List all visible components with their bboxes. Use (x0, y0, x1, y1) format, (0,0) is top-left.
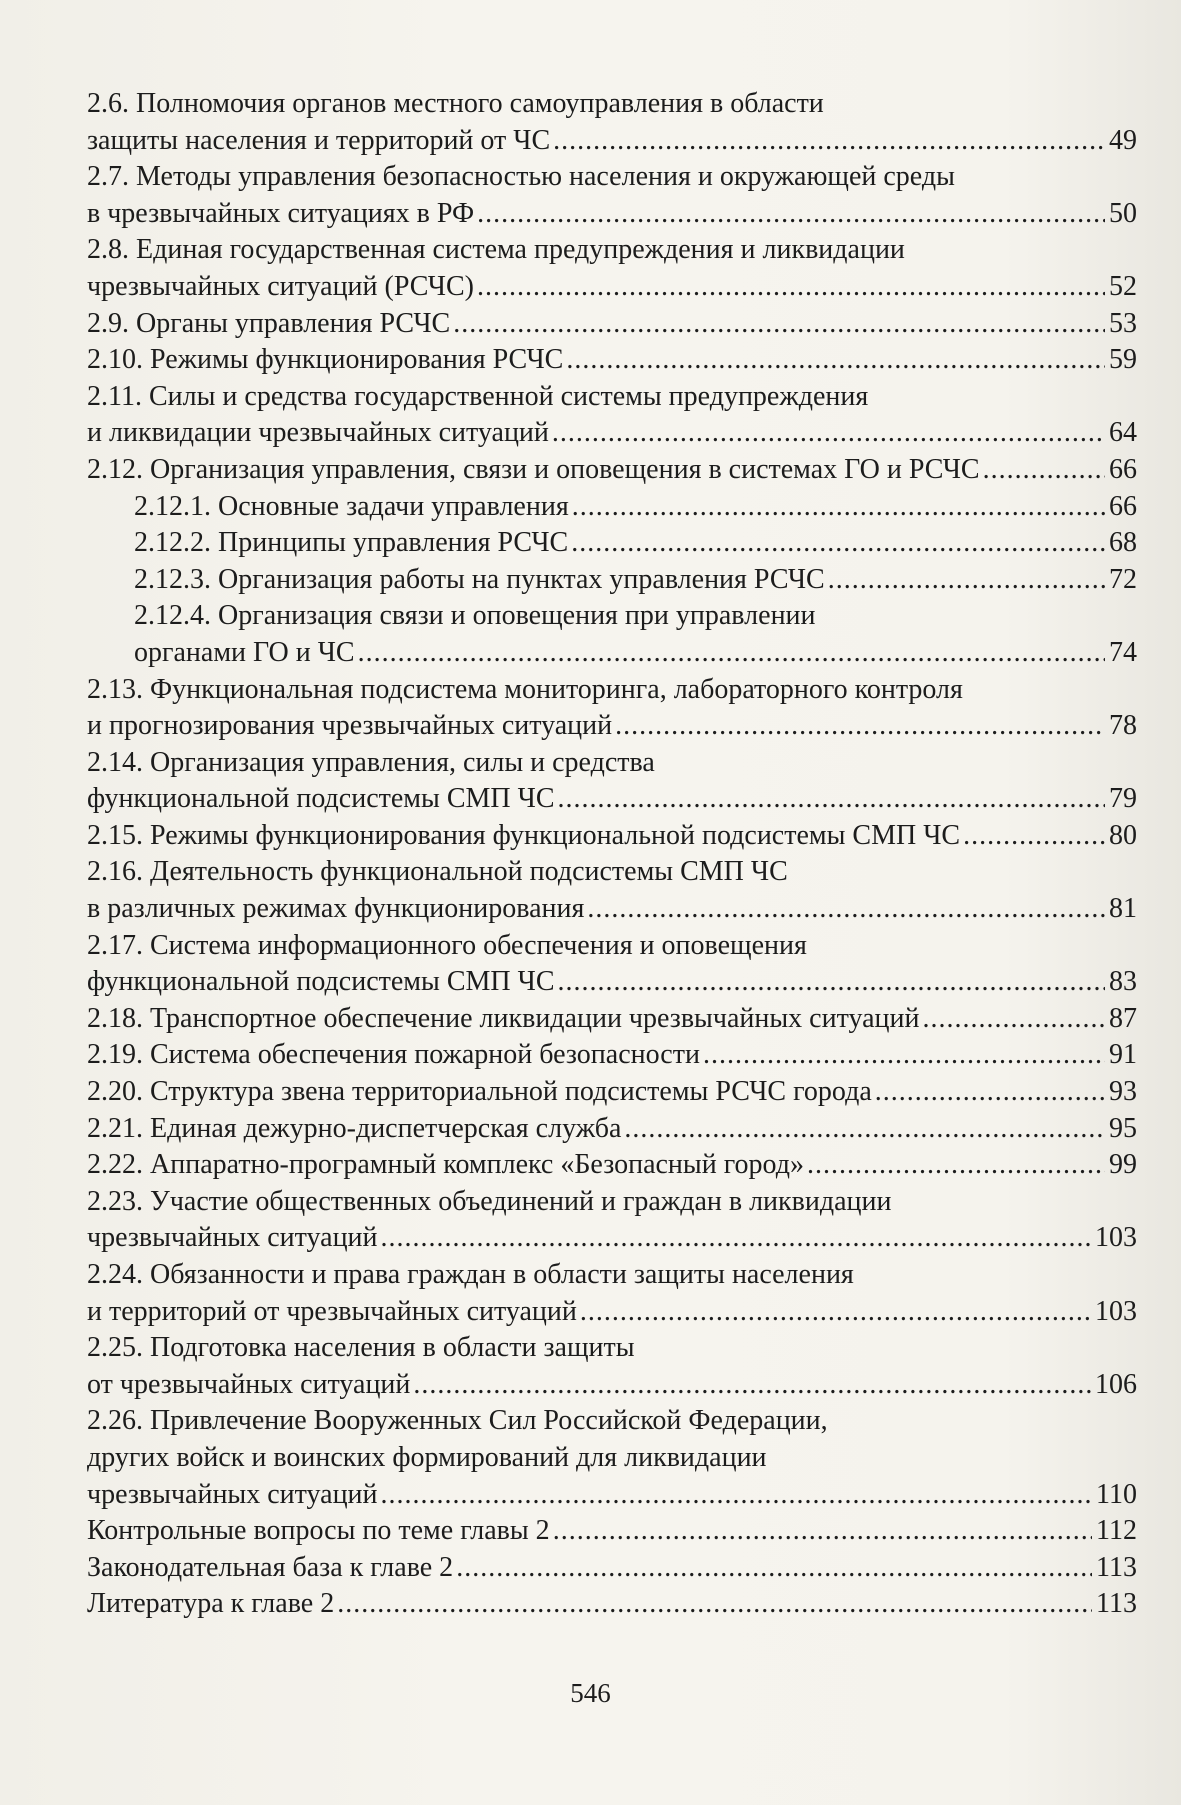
dot-leader (381, 1220, 1091, 1257)
toc-entry (87, 232, 1137, 305)
toc-entry-title-line: и прогнозирования чрезвычайных ситуаций (87, 710, 613, 742)
dot-leader (477, 196, 1105, 233)
toc-entry-title-line: 2.20. Структура звена территориальной подсистемы РСЧС города (87, 1076, 872, 1108)
toc-page-number: 95 (1109, 1112, 1137, 1144)
toc-entry-title-line: других войск и воинских формирований для ликвидации (87, 1441, 767, 1473)
toc-page-number: 79 (1109, 783, 1137, 815)
toc-entry-title-line: 2.22. Аппаратно-програмный комплекс «Безопасный город» (87, 1149, 804, 1181)
toc-page-number: 99 (1109, 1149, 1137, 1181)
toc-entry-last-line (87, 1550, 1137, 1587)
toc-entry (87, 86, 1137, 159)
toc-entry (87, 452, 1137, 489)
toc-entry-title-line: 2.12.2. Принципы управления РСЧС (134, 527, 569, 559)
toc-entry (87, 1184, 1137, 1257)
toc-entry (87, 1257, 1137, 1330)
toc-entry-title-line: в чрезвычайных ситуациях в РФ (87, 197, 475, 229)
toc-entry-title-line: 2.9. Органы управления РСЧС (87, 307, 451, 339)
toc-page-number: 112 (1096, 1515, 1137, 1547)
dot-leader (572, 489, 1105, 526)
toc-entry (87, 306, 1137, 343)
toc-page-number: 66 (1109, 453, 1137, 485)
toc-page-number: 59 (1109, 344, 1137, 376)
toc-entry-last-line (134, 489, 1137, 526)
toc-entry (87, 1147, 1137, 1184)
dot-leader (566, 342, 1105, 379)
toc-page-number: 103 (1095, 1295, 1137, 1327)
table-of-contents (87, 86, 1137, 1623)
dot-leader (571, 525, 1105, 562)
toc-entry (87, 1586, 1137, 1623)
toc-entry-title-line: 2.24. Обязанности и права граждан в области защиты населения (87, 1259, 854, 1290)
toc-entry-title-line: 2.14. Организация управления, силы и средства (87, 746, 655, 778)
toc-entry (87, 1330, 1137, 1403)
toc-entry-title-line: 2.8. Единая государственная система предупреждения и ликвидации (87, 234, 905, 266)
toc-entry-title-line: в различных режимах функционирования (87, 893, 585, 925)
toc-entry (87, 159, 1137, 232)
toc-entry-title-line: 2.12.1. Основные задачи управления (134, 490, 569, 522)
toc-entry-last-line (134, 635, 1137, 672)
toc-entry-title-line: 2.7. Методы управления безопасностью населения и окружающей среды (87, 161, 955, 193)
toc-entry-title-line: 2.10. Режимы функционирования РСЧС (87, 344, 564, 376)
toc-entry-title-line: функциональной подсистемы СМП ЧС (87, 966, 555, 998)
toc-entry (87, 1001, 1137, 1038)
toc-entry-last-line (134, 525, 1137, 562)
toc-entry-title-line: 2.19. Система обеспечения пожарной безопасности (87, 1039, 700, 1071)
toc-entry (87, 928, 1137, 1001)
dot-leader (624, 1111, 1105, 1148)
toc-page-number: 83 (1109, 966, 1137, 998)
dot-leader (963, 818, 1105, 855)
page-number: 546 (570, 1678, 611, 1708)
toc-page-number: 53 (1109, 307, 1137, 339)
toc-entry-last-line (87, 1294, 1137, 1331)
dot-leader (553, 1513, 1092, 1550)
toc-page-number: 52 (1109, 270, 1137, 302)
dot-leader (558, 964, 1106, 1001)
toc-entry-title-line: чрезвычайных ситуаций (РСЧС) (87, 270, 474, 302)
toc-entry-title-line: 2.12.3. Организация работы на пунктах управления РСЧС (134, 563, 825, 595)
toc-entry-title-line: 2.21. Единая дежурно-диспетчерская служба (87, 1112, 622, 1144)
toc-entry-title-line: функциональной подсистемы СМП ЧС (87, 783, 555, 815)
toc-entry-last-line (87, 1367, 1137, 1404)
toc-page-number: 80 (1109, 819, 1137, 851)
toc-entry-last-line (87, 1220, 1137, 1257)
dot-leader (453, 306, 1105, 343)
toc-entry-title-line: 2.13. Функциональная подсистема мониторинга, лабораторного контроля (87, 673, 963, 705)
toc-entry-last-line (87, 342, 1137, 379)
toc-entry-title-line: Литература к главе 2 (87, 1588, 335, 1620)
dot-leader (456, 1550, 1092, 1587)
dot-leader (615, 708, 1105, 745)
toc-entry-last-line (87, 452, 1137, 489)
toc-entry-last-line (87, 891, 1137, 928)
dot-leader (337, 1586, 1092, 1623)
toc-entry (87, 379, 1137, 452)
dot-leader (381, 1477, 1093, 1514)
toc-entry-last-line (87, 1147, 1137, 1184)
toc-entry-last-line (87, 818, 1137, 855)
toc-page-number: 113 (1096, 1551, 1137, 1583)
dot-leader (875, 1074, 1105, 1111)
toc-entry (87, 1111, 1137, 1148)
toc-page-number: 68 (1109, 527, 1137, 559)
toc-entry-last-line (87, 1513, 1137, 1550)
toc-entry (87, 342, 1137, 379)
dot-leader (587, 891, 1105, 928)
toc-entry-title-line: Контрольные вопросы по теме главы 2 (87, 1515, 550, 1547)
toc-entry-last-line (87, 196, 1137, 233)
toc-page-number: 66 (1109, 490, 1137, 522)
dot-leader (558, 781, 1106, 818)
toc-entry-title-line: 2.23. Участие общественных объединений и граждан в ликвидации (87, 1185, 892, 1217)
toc-entry-title-line: чрезвычайных ситуаций (87, 1478, 378, 1510)
toc-page-number: 49 (1109, 124, 1137, 156)
toc-entry-last-line (87, 1477, 1137, 1514)
toc-page-number: 74 (1109, 636, 1137, 668)
dot-leader (828, 562, 1105, 599)
toc-page-number: 64 (1109, 417, 1137, 449)
toc-entry-title-line: Законодательная база к главе 2 (87, 1551, 454, 1583)
toc-entry (87, 1037, 1137, 1074)
toc-entry-title-line: 2.15. Режимы функционирования функциональной подсистемы СМП ЧС (87, 819, 961, 851)
toc-entry-title-line: 2.25. Подготовка населения в области защиты (87, 1332, 635, 1364)
toc-page-number: 103 (1095, 1222, 1137, 1254)
dot-leader (413, 1367, 1091, 1404)
toc-entry-last-line (87, 1001, 1137, 1038)
dot-leader (922, 1001, 1105, 1038)
toc-entry (87, 854, 1137, 927)
toc-entry-title-line: 2.11. Силы и средства государственной системы предупреждения (87, 380, 869, 412)
toc-entry-title-line: защиты населения и территорий от ЧС (87, 124, 551, 156)
toc-entry-title-line: от чрезвычайных ситуаций (87, 1368, 411, 1400)
toc-entry-last-line (87, 781, 1137, 818)
toc-entry-title-line: 2.12.4. Организация связи и оповещения при управлении (134, 600, 816, 632)
toc-entry-last-line (87, 1111, 1137, 1148)
toc-entry-title-line: 2.16. Деятельность функциональной подсистемы СМП ЧС (87, 856, 788, 888)
toc-entry-last-line (87, 306, 1137, 343)
dot-leader (703, 1037, 1105, 1074)
toc-entry-title-line: 2.6. Полномочия органов местного самоуправления в области (87, 88, 824, 119)
toc-entry-title-line: чрезвычайных ситуаций (87, 1222, 378, 1254)
toc-entry-title-line: 2.12. Организация управления, связи и оповещения в системах ГО и РСЧС (87, 453, 980, 485)
toc-entry-title-line: органами ГО и ЧС (134, 636, 355, 668)
toc-entry-last-line (134, 562, 1137, 599)
dot-leader (807, 1147, 1105, 1184)
toc-entry-last-line (87, 1037, 1137, 1074)
toc-entry-last-line (87, 964, 1137, 1001)
toc-subentry (87, 525, 1137, 562)
dot-leader (580, 1294, 1091, 1331)
toc-subentry (87, 598, 1137, 671)
toc-subentry (87, 562, 1137, 599)
toc-entry-title-line: и ликвидации чрезвычайных ситуаций (87, 417, 549, 449)
toc-entry-title-line: 2.18. Транспортное обеспечение ликвидации чрезвычайных ситуаций (87, 1002, 920, 1034)
toc-page-number: 110 (1096, 1478, 1137, 1510)
toc-page-number: 72 (1109, 563, 1137, 595)
toc-entry (87, 1513, 1137, 1550)
toc-page-number: 87 (1109, 1002, 1137, 1034)
toc-entry-last-line (87, 415, 1137, 452)
toc-page-number: 93 (1109, 1076, 1137, 1108)
toc-entry-last-line (87, 708, 1137, 745)
dot-leader (553, 123, 1105, 160)
dot-leader (552, 415, 1105, 452)
toc-entry (87, 1074, 1137, 1111)
toc-entry-title-line: и территорий от чрезвычайных ситуаций (87, 1295, 577, 1327)
toc-entry-title-line: 2.17. Система информационного обеспечения и оповещения (87, 929, 807, 961)
toc-page-number: 106 (1095, 1368, 1137, 1400)
toc-page-number: 81 (1109, 893, 1137, 925)
toc-page-number: 91 (1109, 1039, 1137, 1071)
toc-page-number: 113 (1096, 1588, 1137, 1620)
toc-page-number: 78 (1109, 710, 1137, 742)
toc-entry-last-line (87, 1586, 1137, 1623)
toc-subentry (87, 489, 1137, 526)
toc-page-number: 50 (1109, 197, 1137, 229)
toc-entry-last-line (87, 1074, 1137, 1111)
toc-entry (87, 745, 1137, 818)
toc-entry-last-line (87, 269, 1137, 306)
toc-entry (87, 1550, 1137, 1587)
toc-entry (87, 818, 1137, 855)
toc-entry-title-line: 2.26. Привлечение Вооруженных Сил Российской Федерации, (87, 1405, 828, 1437)
dot-leader (983, 452, 1105, 489)
dot-leader (477, 269, 1105, 306)
toc-entry (87, 1403, 1137, 1513)
dot-leader (358, 635, 1105, 672)
toc-entry-last-line (87, 123, 1137, 160)
toc-entry (87, 672, 1137, 745)
